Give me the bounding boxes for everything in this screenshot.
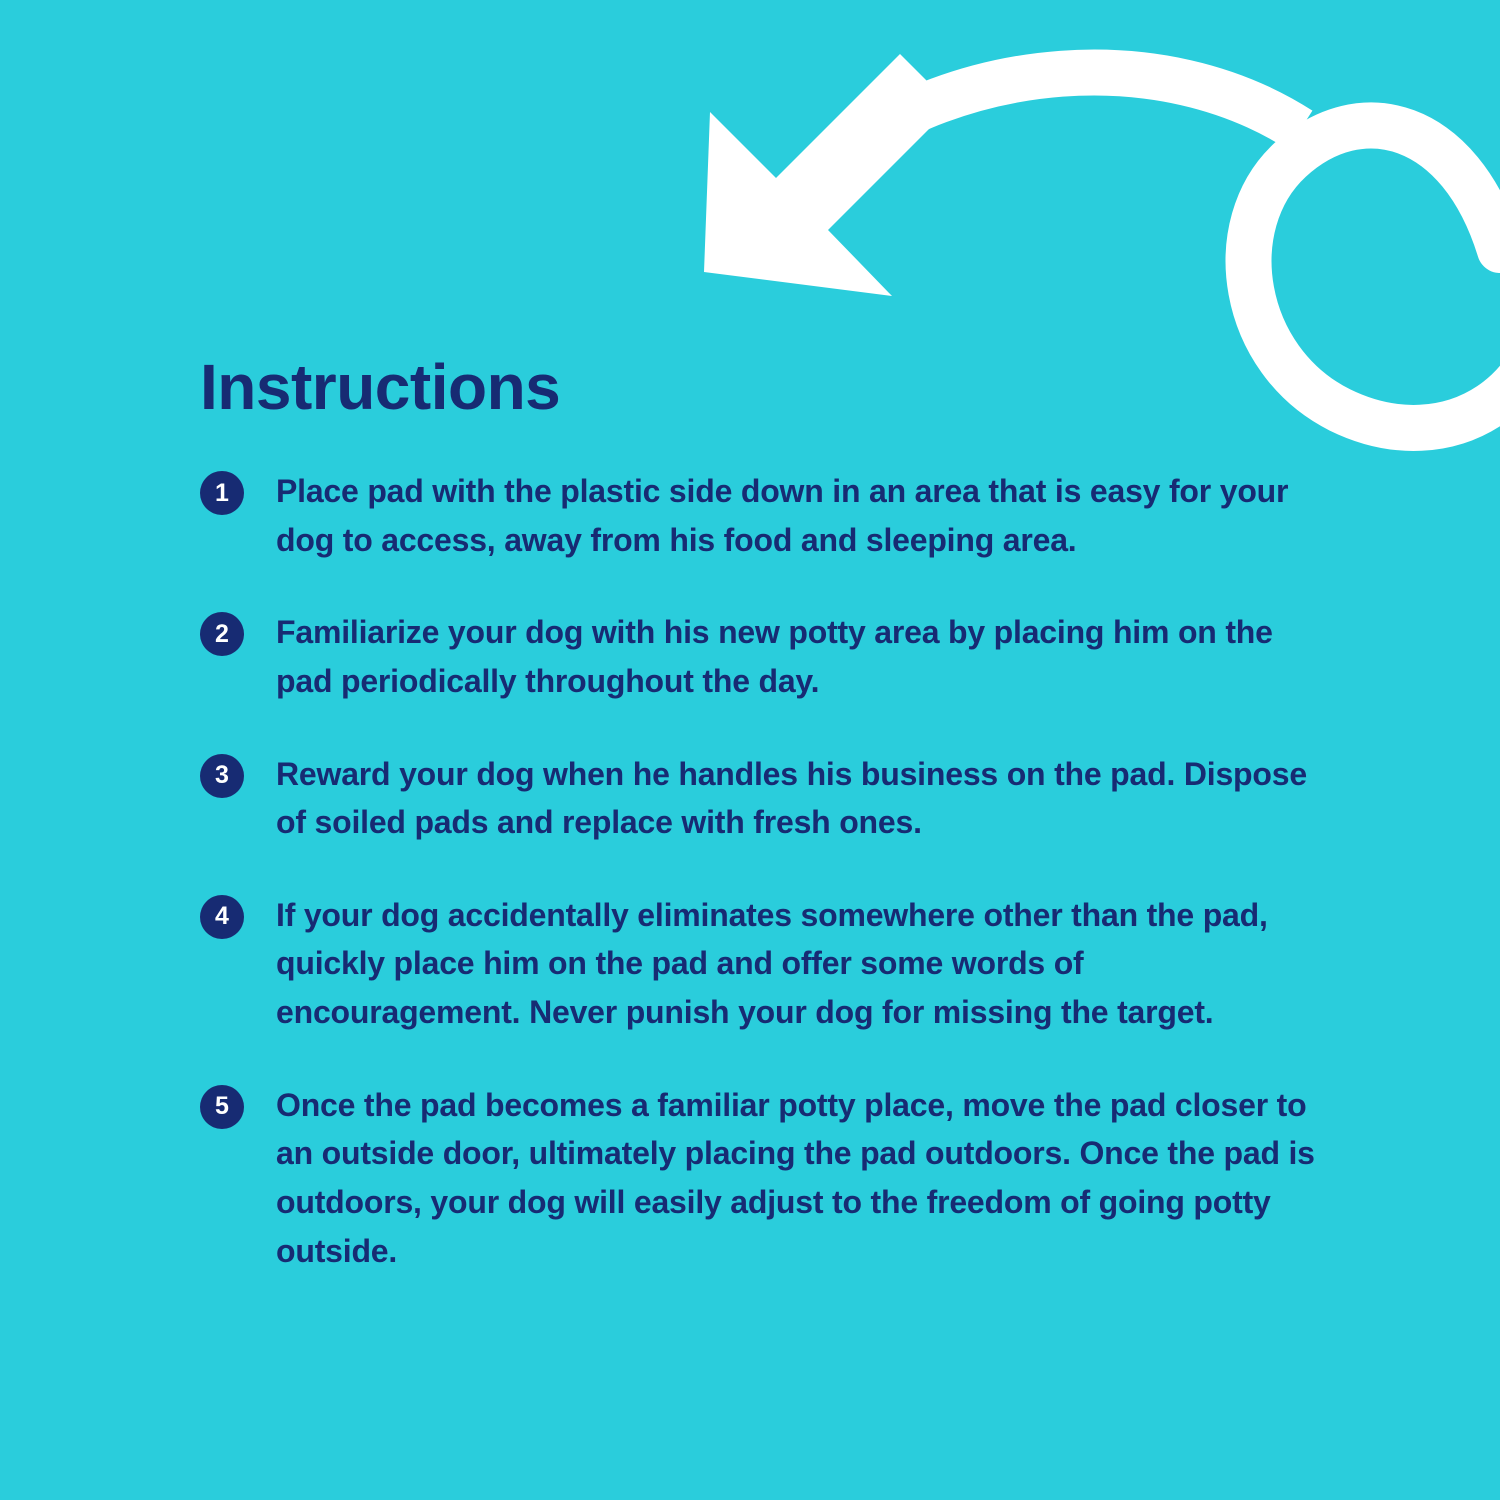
list-item	[200, 750, 1330, 847]
step-number-badge: 3	[200, 754, 244, 798]
step-number-badge: 4	[200, 895, 244, 939]
step-text: If your dog accidentally eliminates somewhere other than the pad, quickly place him on the pad and offer some words of encouragement. Never punish your dog for missing the target.	[276, 896, 1268, 1030]
step-number-badge: 2	[200, 612, 244, 656]
list-item	[200, 467, 1330, 564]
step-text: Familiarize your dog with his new potty area by placing him on the pad periodically throughout the day.	[276, 614, 1273, 699]
step-text: Reward your dog when he handles his business on the pad. Dispose of soiled pads and replace with fresh ones.	[276, 755, 1307, 841]
list-item	[200, 608, 1330, 705]
step-number-badge: 1	[200, 471, 244, 515]
list-item	[200, 1081, 1330, 1276]
step-text: Place pad with the plastic side down in an area that is easy for your dog to access, away from his food and sleeping area.	[276, 473, 1289, 558]
instructions-content	[200, 351, 1330, 1275]
page-title: Instructions	[200, 351, 561, 423]
step-number-badge: 5	[200, 1085, 244, 1129]
step-text: Once the pad becomes a familiar potty place, move the pad closer to an outside door, ultimately placing the pad outdoors. Once the pad is outdoors, your dog will easily adjust to the freedom of going potty outside.	[276, 1086, 1315, 1269]
list-item	[200, 891, 1330, 1037]
